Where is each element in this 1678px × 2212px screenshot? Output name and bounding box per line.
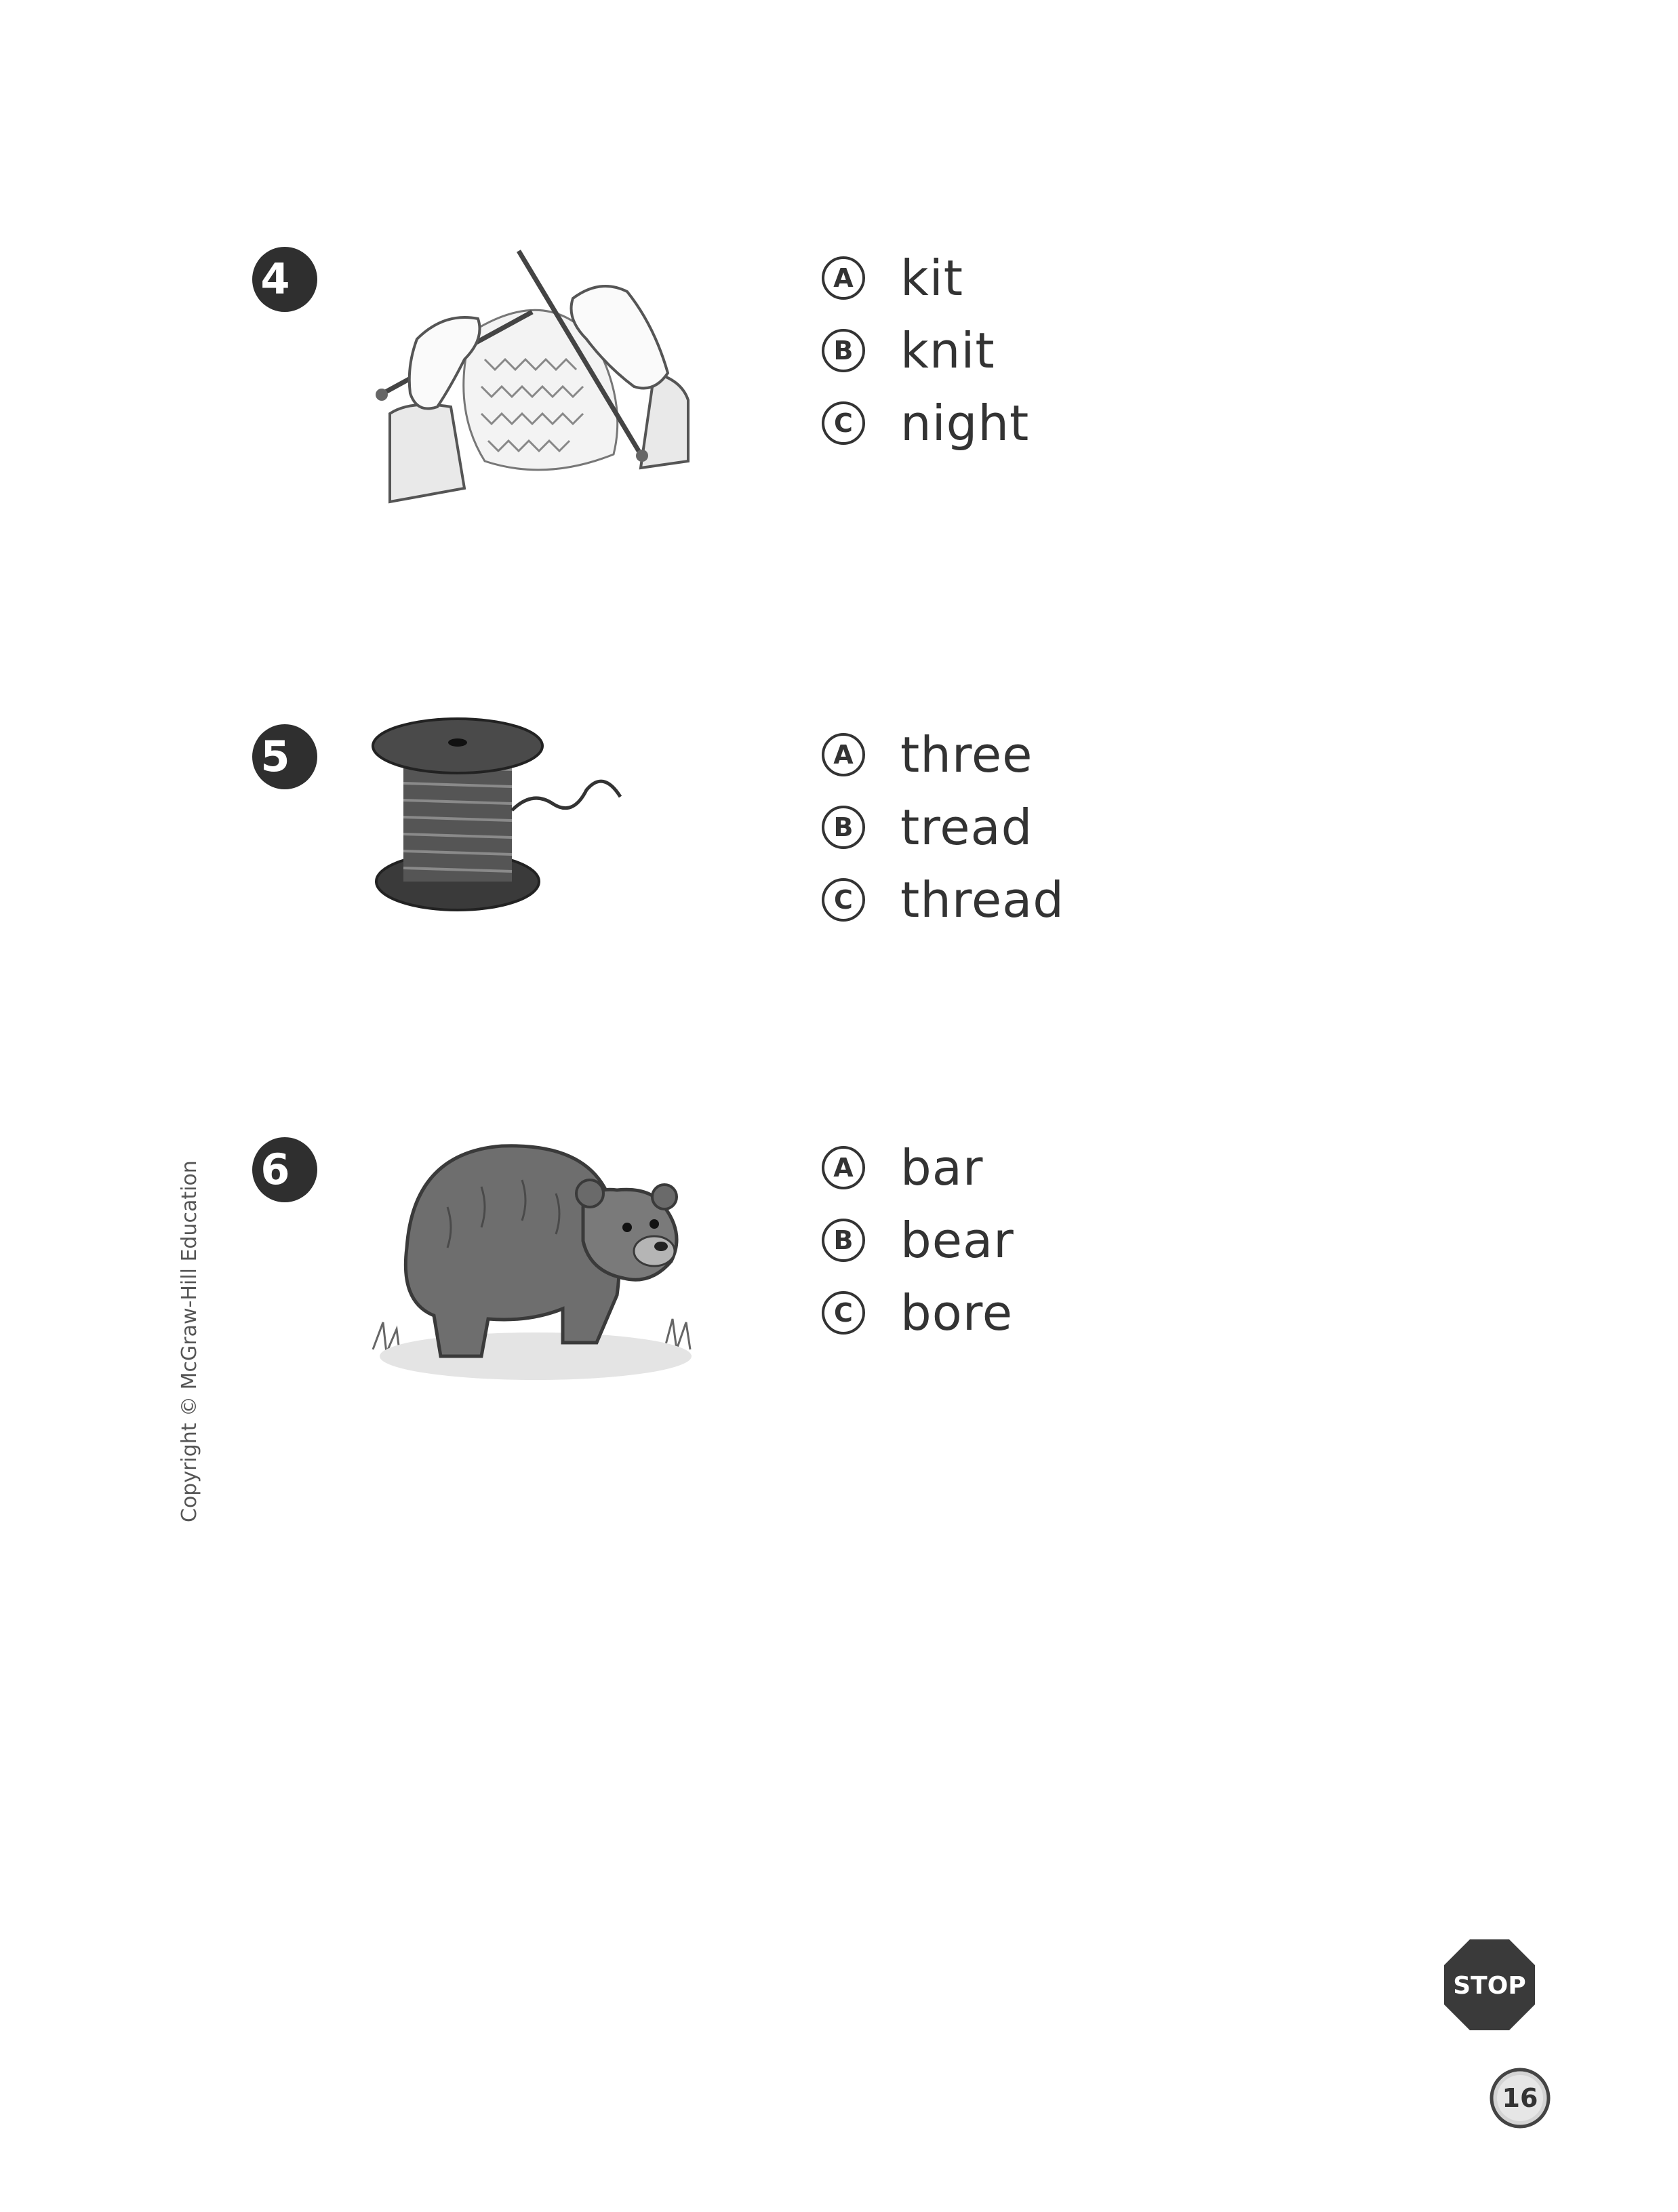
answer-word: knit	[900, 322, 995, 379]
answer-word: thread	[900, 871, 1065, 928]
knitting-picture	[369, 237, 702, 522]
answer-choice-c[interactable]	[822, 1279, 1013, 1347]
answer-choice-a[interactable]	[822, 244, 963, 312]
bear-picture	[366, 1126, 705, 1390]
answer-bubble-b[interactable]: B	[822, 806, 865, 849]
answer-word: tread	[900, 799, 1033, 856]
answer-choice-a[interactable]	[822, 1134, 983, 1202]
answer-word: kit	[900, 250, 963, 307]
answer-bubble-b[interactable]: B	[822, 1219, 865, 1262]
answer-bubble-a[interactable]: A	[822, 1146, 865, 1189]
answer-choice-c[interactable]	[822, 866, 1064, 934]
answer-choice-a[interactable]	[822, 721, 1033, 789]
answer-word: bear	[900, 1212, 1014, 1269]
answer-bubble-b[interactable]: B	[822, 329, 865, 372]
answer-choice-b[interactable]	[822, 793, 1033, 861]
answer-bubble-c[interactable]: C	[822, 878, 865, 922]
answer-word: three	[900, 726, 1033, 783]
spool-of-thread-picture	[369, 715, 641, 919]
answer-choice-b[interactable]	[822, 1206, 1014, 1274]
page-number-badge	[1489, 2067, 1551, 2129]
copyright-notice: Copyright © McGraw-Hill Education	[178, 1160, 201, 1522]
stop-label: STOP	[1453, 1972, 1526, 2000]
answer-bubble-a[interactable]: A	[822, 256, 865, 300]
answer-choice-c[interactable]	[822, 389, 1029, 457]
question-number: 6	[252, 1137, 317, 1202]
stop-sign	[1443, 1938, 1536, 2032]
answer-word: bar	[900, 1139, 984, 1196]
answer-word: night	[900, 395, 1030, 452]
question-number: 4	[252, 247, 317, 312]
answer-choice-b[interactable]	[822, 317, 995, 384]
answer-bubble-a[interactable]: A	[822, 733, 865, 776]
page-number: 16	[1502, 2083, 1538, 2113]
answer-word: bore	[900, 1284, 1014, 1341]
question-number: 5	[252, 724, 317, 789]
answer-bubble-c[interactable]: C	[822, 401, 865, 445]
answer-bubble-c[interactable]: C	[822, 1291, 865, 1335]
